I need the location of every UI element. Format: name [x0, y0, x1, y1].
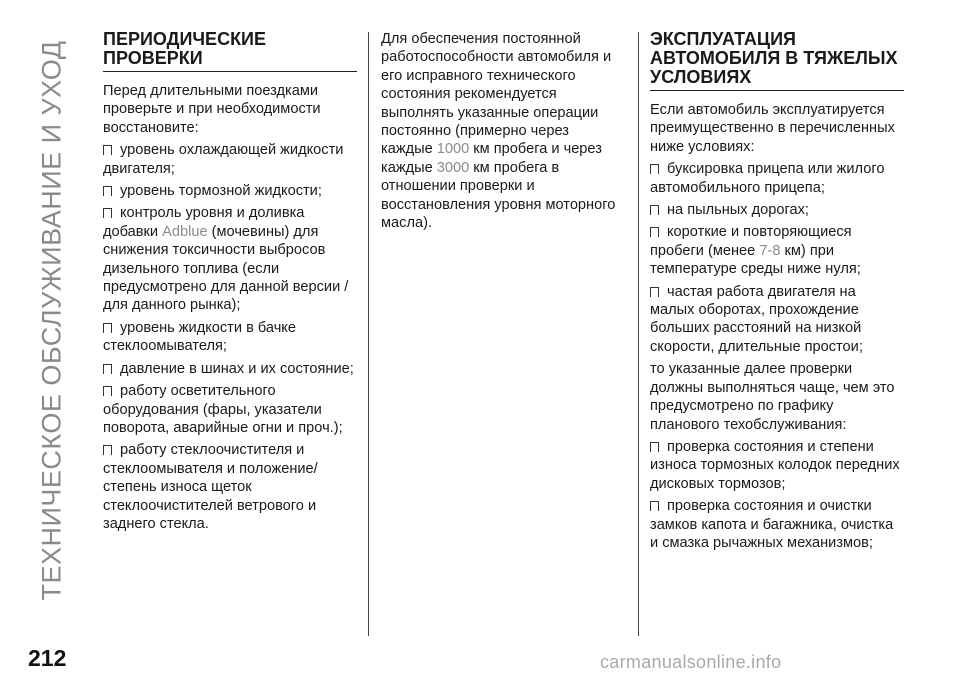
list-item: работу осветительного оборудования (фары, указатели поворота, аварийные огни и проч.);	[103, 383, 343, 436]
paragraph-recommendation: Для обеспечения постоянной работоспособности автомобиля и его исправного технического состояния рекомендуется выполнять указанные операции постоянно (примерно через каждые 1000 км пробега и через каждые 3000 км пробега в отношении проверки и восстановления уровня моторного масла).	[381, 31, 616, 232]
list-item: уровень тормозной жидкости;	[103, 182, 357, 200]
list-item: уровень жидкости в бачке стеклоомывателя;	[103, 319, 296, 355]
section-side-title	[22, 40, 82, 600]
bullet-icon	[650, 442, 659, 452]
column-recommendation	[381, 30, 621, 236]
bullet-icon	[103, 323, 112, 333]
bullet-icon	[103, 386, 112, 396]
bullet-icon	[103, 364, 112, 374]
list-item: на пыльных дорогах;	[650, 201, 904, 219]
bullet-icon	[103, 145, 112, 155]
column-periodic-checks	[103, 30, 357, 537]
watermark: carmanualsonline.info	[600, 652, 782, 672]
bullet-icon	[650, 205, 659, 215]
heading-periodic-checks: ПЕРИОДИЧЕСКИЕ ПРОВЕРКИ	[103, 30, 357, 72]
highlight-value: Adblue	[162, 223, 208, 240]
section-side-title-text: ТЕХНИЧЕСКОЕ ОБСЛУЖИВАНИЕ И УХОД	[36, 40, 67, 600]
list-item: частая работа двигателя на малых оборотах, прохождение больших расстояний на низкой скорости, длительные простои;	[650, 283, 863, 355]
bullet-icon	[103, 186, 112, 196]
list-item: проверка состояния и степени износа тормозных колодок передних дисковых тормозов;	[650, 438, 900, 492]
middle-text: то указанные далее проверки должны выполняться чаще, чем это предусмотрено по графику планового техобслуживания:	[650, 361, 895, 433]
list-item: контроль уровня и доливка добавки Adblue (мочевины) для снижения токсичности выбросов дизельного топлива (если предусмотрено для данной версии / для данного рынка);	[103, 205, 349, 314]
highlight-value: 1000	[436, 141, 470, 158]
list-item: проверка состояния и очистки замков капота и багажника, очистка и смазка рычажных механизмов;	[650, 498, 894, 551]
bullet-icon	[650, 164, 659, 174]
bullet-icon	[103, 445, 112, 455]
heading-severe-conditions: ЭКСПЛУАТАЦИЯ АВТОМОБИЛЯ В ТЯЖЕЛЫХ УСЛОВИЯХ	[650, 30, 904, 91]
list-item: короткие и повторяющиеся пробеги (менее 7-8 км) при температуре среды ниже нуля;	[650, 224, 861, 278]
list-item: давление в шинах и их состояние;	[103, 360, 357, 378]
column-separator	[368, 32, 369, 636]
intro-text: Если автомобиль эксплуатируется преимущественно в перечисленных ниже условиях:	[650, 102, 895, 155]
page-number: 212	[28, 645, 67, 671]
list-item: буксировка прицепа или жилого автомобильного прицепа;	[650, 161, 885, 196]
bullet-icon	[650, 501, 659, 511]
bullet-icon	[650, 227, 659, 237]
column-severe-conditions	[650, 30, 904, 556]
highlight-value: 3000	[436, 159, 470, 176]
list-item: работу стеклоочистителя и стеклоомывателя и положение/ степень износа щеток стеклоочистителей ветрового и заднего стекла.	[103, 442, 318, 532]
bullet-icon	[103, 208, 112, 218]
column-separator	[638, 32, 639, 636]
intro-text: Перед длительными поездками проверьте и при необходимости восстановите:	[103, 83, 321, 136]
highlight-value: 7-8	[759, 242, 781, 259]
list-item: уровень охлаждающей жидкости двигателя;	[103, 142, 344, 177]
bullet-icon	[650, 287, 659, 297]
